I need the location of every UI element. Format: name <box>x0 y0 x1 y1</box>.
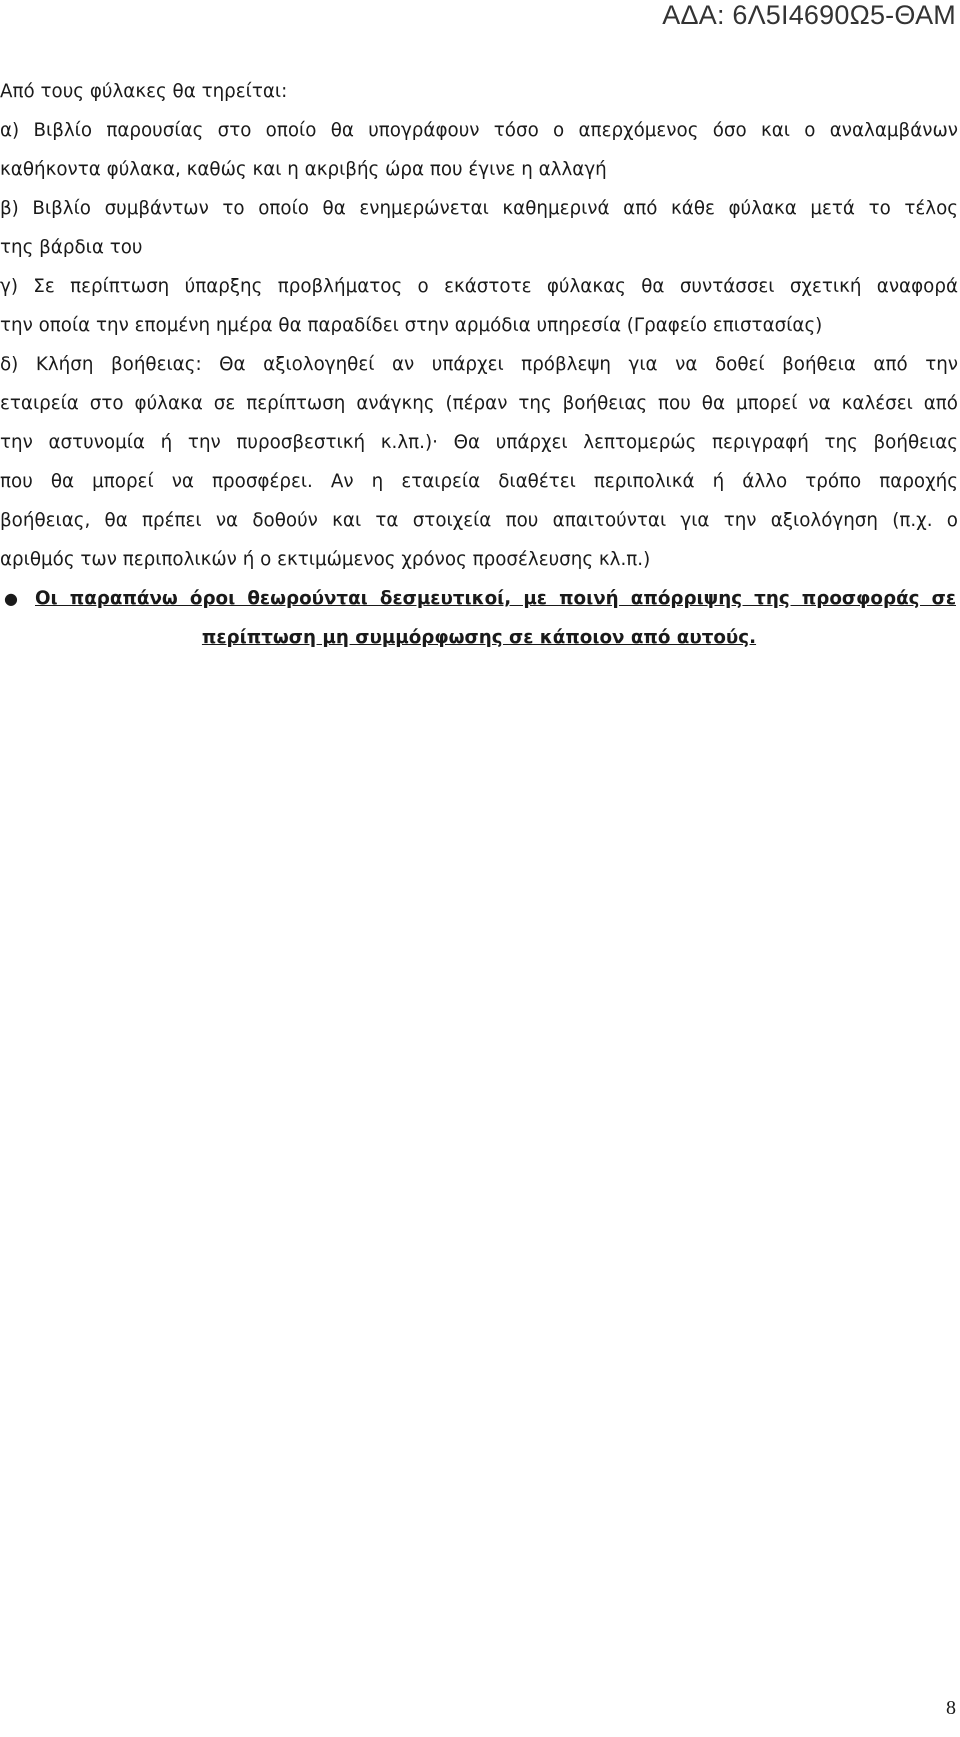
document-body <box>0 72 958 657</box>
item-d-line-6: αριθμός των περιπολικών ή ο εκτιμώμενος χρόνος προσέλευσης κλ.π.) <box>0 549 651 570</box>
item-d-line-3: την αστυνομία ή την πυροσβεστική κ.λπ.)· Θα υπάρχει λεπτομερώς περιγραφή της βοήθειας <box>0 432 958 453</box>
bullet-icon: ● <box>4 589 18 608</box>
bullet-text-line-2: περίπτωση μη συμμόρφωσης σε κάποιον από αυτούς. <box>201 627 757 648</box>
item-c-line-1: γ) Σε περίπτωση ύπαρξης προβλήματος ο εκάστοτε φύλακας θα συντάσσει σχετική αναφορά <box>0 276 958 297</box>
item-c-line-2: την οποία την επομένη ημέρα θα παραδίδει στην αρμόδια υπηρεσία (Γραφείο επιστασίας) <box>0 315 823 336</box>
bullet-text-line-1: Οι παραπάνω όροι θεωρούνται δεσμευτικοί, με ποινή απόρριψης της προσφοράς σε <box>35 588 956 609</box>
item-d-line-4: που θα μπορεί να προσφέρει. Αν η εταιρεία διαθέτει περιπολικά ή άλλο τρόπο παροχής <box>0 471 958 492</box>
item-d-line-5: βοήθειας, θα πρέπει να δοθούν και τα στοιχεία που απαιτούνται για την αξιολόγηση (π.χ. ο <box>0 510 958 531</box>
ada-identifier: ΑΔΑ: 6Λ5Ι4690Ω5-ΘΑΜ <box>662 0 956 30</box>
item-b-line-2: της βάρδια του <box>0 237 143 258</box>
item-a-line-1: α) Βιβλίο παρουσίας στο οποίο θα υπογράφουν τόσο ο απερχόμενος όσο και ο αναλαμβάνων <box>0 120 958 141</box>
item-b-line-1: β) Βιβλίο συμβάντων το οποίο θα ενημερώνεται καθημερινά από κάθε φύλακα μετά το τέλος <box>0 198 958 219</box>
item-d-line-2: εταιρεία στο φύλακα σε περίπτωση ανάγκης (πέραν της βοήθειας που θα μπορεί να καλέσει από <box>0 393 958 414</box>
intro-line: Από τους φύλακες θα τηρείται: <box>0 81 288 102</box>
bullet-item <box>0 579 958 618</box>
page-number: 8 <box>946 1697 956 1719</box>
item-a-line-2: καθήκοντα φύλακα, καθώς και η ακριβής ώρα που έγινε η αλλαγή <box>0 159 607 180</box>
item-d-line-1: δ) Κλήση βοήθειας: Θα αξιολογηθεί αν υπάρχει πρόβλεψη για να δοθεί βοήθεια από την <box>0 354 958 375</box>
